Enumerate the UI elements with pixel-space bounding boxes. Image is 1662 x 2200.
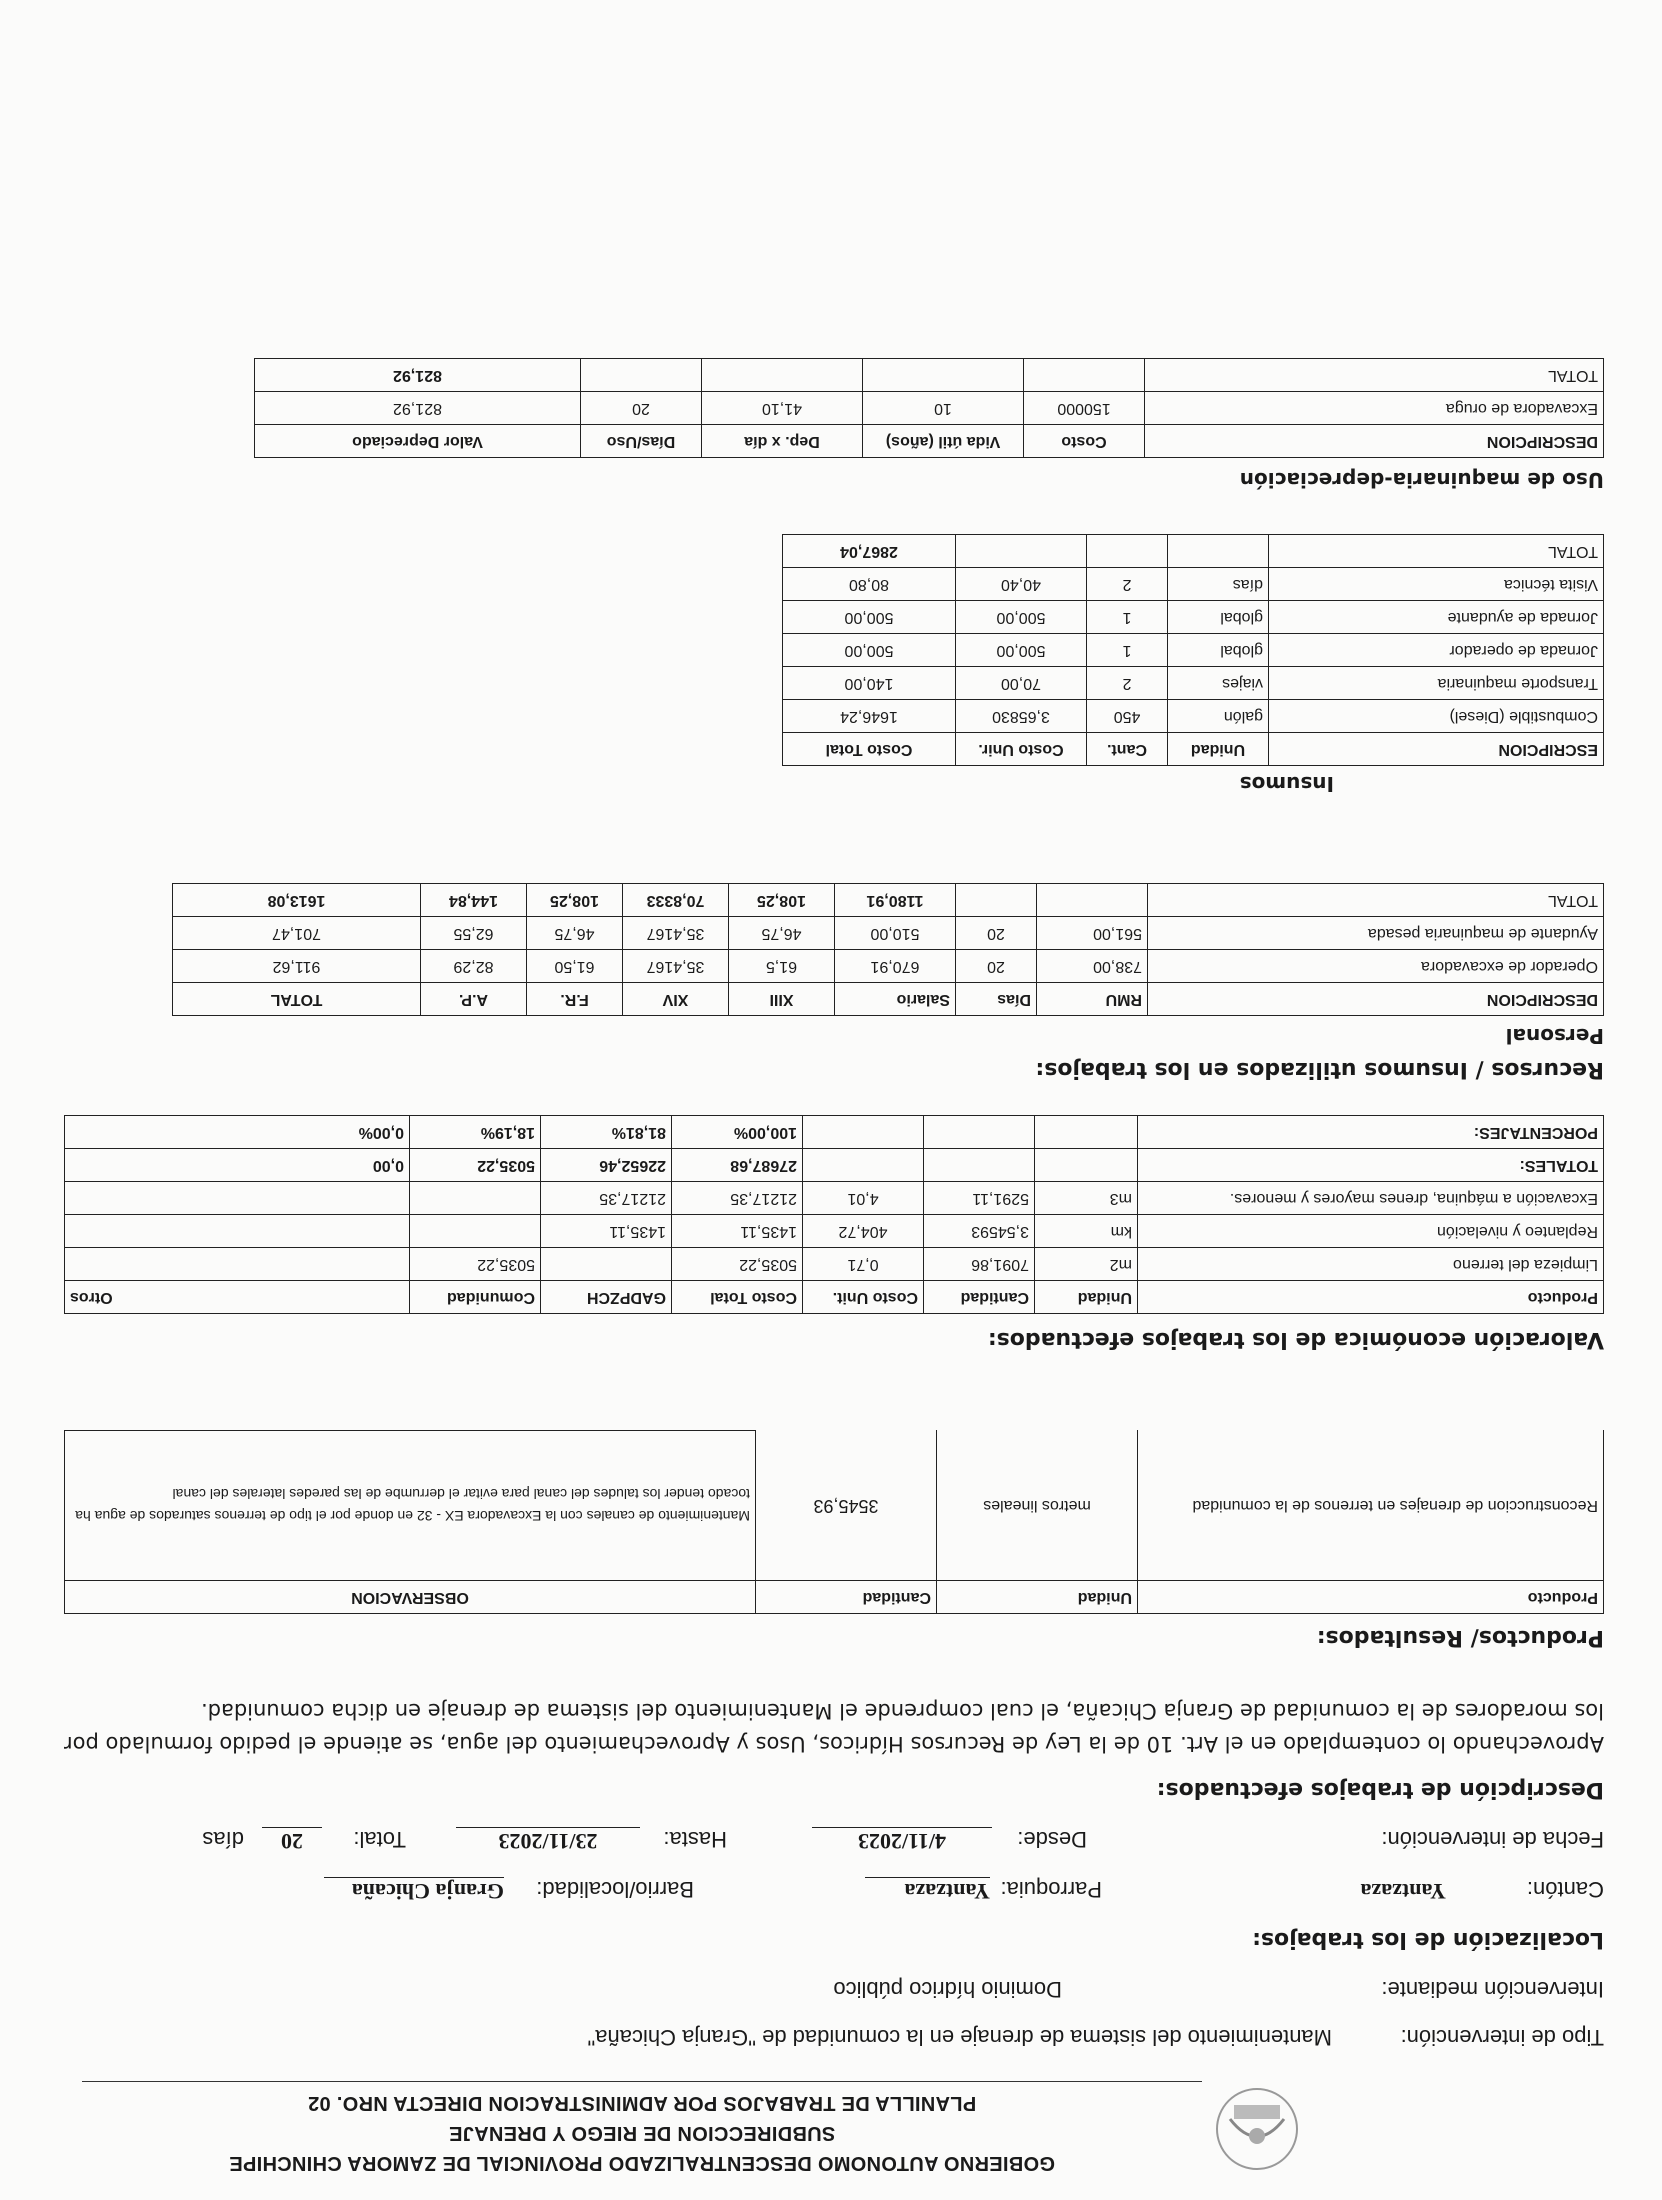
- barrio-label: Barrio/localidad:: [536, 1877, 694, 1902]
- insumos-header: Costo Total: [783, 733, 956, 766]
- personnel-cell: 70,8333: [623, 884, 729, 917]
- valuation-cell: 5035,22: [672, 1248, 803, 1281]
- personnel-cell: 561,00: [1037, 917, 1148, 950]
- valuation-pct-label: PORCENTAJES:: [1138, 1116, 1604, 1149]
- machinery-total-label: TOTAL: [1145, 359, 1604, 392]
- personnel-cell: [956, 884, 1037, 917]
- insumos-cell: 500,00: [783, 601, 956, 634]
- insumos-cell: 40,40: [956, 568, 1087, 601]
- valuation-header-gadpzch: GADPZCH: [541, 1281, 672, 1314]
- insumos-cell: 2: [1087, 568, 1168, 601]
- insumos-cell: 2867,04: [783, 535, 956, 568]
- insumos-cell: 1: [1087, 601, 1168, 634]
- machinery-cell: Excavadora de oruga: [1145, 392, 1604, 425]
- header-line1: GOBIERNO AUTONOMO DESCENTRALIZADO PROVINCIAL DE ZAMORA CHINCHIPE: [229, 2152, 1055, 2174]
- dates-total-value: 20: [262, 1827, 322, 1854]
- valuation-cell: 0,00%: [65, 1116, 410, 1149]
- valuation-cell: 404,72: [803, 1215, 924, 1248]
- personnel-cell: 911,62: [173, 950, 421, 983]
- dates-from-value: 4/11/2023: [812, 1827, 992, 1854]
- valuation-cell: 0,00: [65, 1149, 410, 1182]
- insumos-cell: [1087, 535, 1168, 568]
- personnel-cell: 108,25: [729, 884, 835, 917]
- table-row: [65, 1248, 1604, 1281]
- personnel-header: DESCRIPCION: [1148, 983, 1604, 1016]
- machinery-header: Valor Depreciado: [255, 425, 581, 458]
- personnel-cell: 35,4167: [623, 917, 729, 950]
- valuation-cell: 21217,35: [541, 1182, 672, 1215]
- valuation-cell: 4,01: [803, 1182, 924, 1215]
- products-header-obs: OBSERVACION: [65, 1581, 756, 1614]
- machinery-cell: [863, 359, 1024, 392]
- personnel-cell: 20: [956, 917, 1037, 950]
- insumos-cell: 500,00: [783, 634, 956, 667]
- personnel-cell: 46,75: [729, 917, 835, 950]
- insumos-cell: 3,65830: [956, 700, 1087, 733]
- insumos-cell: 80,80: [783, 568, 956, 601]
- insumos-cell: Visita técnica: [1269, 568, 1604, 601]
- personnel-cell: 62,55: [421, 917, 527, 950]
- machinery-table: [254, 358, 1604, 458]
- insumos-cell: Jornada de ayudante: [1269, 601, 1604, 634]
- table-row: [65, 1149, 1604, 1182]
- personnel-cell: [1037, 884, 1148, 917]
- machinery-title: Uso de maquinaria-depreciación: [1239, 468, 1604, 492]
- header-line3: PLANILLA DE TRABAJOS POR ADMINISTRACION DIRECTA NRO. 02: [307, 2092, 977, 2114]
- insumos-header: Cant.: [1087, 733, 1168, 766]
- insumos-table: [782, 534, 1604, 766]
- insumos-cell: Combustible (Diesel): [1269, 700, 1604, 733]
- valuation-cell: 3,54593: [924, 1215, 1035, 1248]
- personnel-cell: 738,00: [1037, 950, 1148, 983]
- table-row: [65, 1116, 1604, 1149]
- description-text: Aprovechando lo contemplado en el Art. 10 de la Ley de Recursos Hídricos, Usos y Aprovechamiento del agua, se atiende el pedido formulado por los moradores de la comunidad de Granja Chicaña, el cual comprende el Mantenimiento del sistema de drenaje en dicha comunidad.: [64, 1699, 1604, 1756]
- parroquia-value: Yantzaza: [865, 1877, 990, 1904]
- intervention-by-value: Dominio hídrico público: [833, 1977, 1062, 2002]
- valuation-cell: [803, 1149, 924, 1182]
- machinery-cell: [702, 359, 863, 392]
- insumos-cell: [956, 535, 1087, 568]
- description-title: Descripción de trabajos efectuados:: [1156, 1777, 1604, 1802]
- table-row: [255, 359, 1604, 392]
- personnel-cell: Operador de excavadora: [1148, 950, 1604, 983]
- valuation-cell: 81,81%: [541, 1116, 672, 1149]
- insumos-cell: días: [1168, 568, 1269, 601]
- valuation-header-unit: Unidad: [1035, 1281, 1138, 1314]
- insumos-cell: Transporte maquinaria: [1269, 667, 1604, 700]
- personnel-total-label: TOTAL: [1148, 884, 1604, 917]
- dates-total-unit: días: [202, 1827, 244, 1852]
- valuation-header-community: Comunidad: [410, 1281, 541, 1314]
- insumos-cell: 1: [1087, 634, 1168, 667]
- valuation-cell: 21217,35: [672, 1182, 803, 1215]
- insumos-cell: 140,00: [783, 667, 956, 700]
- dates-total-label: Total:: [353, 1827, 406, 1852]
- personnel-cell: 670,91: [835, 950, 956, 983]
- personnel-header: A.P.: [421, 983, 527, 1016]
- canton-label: Cantón:: [1526, 1877, 1604, 1902]
- intervention-type-value: Mantenimiento del sistema de drenaje en la comunidad de "Granja Chicaña": [587, 2025, 1332, 2050]
- insumos-cell: global: [1168, 601, 1269, 634]
- insumos-cell: 2: [1087, 667, 1168, 700]
- insumos-cell: global: [1168, 634, 1269, 667]
- valuation-cell: Excavación a máquina, drenes mayores y menores.: [1138, 1182, 1604, 1215]
- machinery-header: Costo: [1024, 425, 1145, 458]
- personnel-cell: Ayudante de maquinaria pesada: [1148, 917, 1604, 950]
- personnel-header: XIII: [729, 983, 835, 1016]
- valuation-cell: [541, 1248, 672, 1281]
- personnel-header: XIV: [623, 983, 729, 1016]
- dates-to-label: Hasta:: [663, 1827, 727, 1852]
- machinery-header: Días/Uso: [581, 425, 702, 458]
- insumos-header: Unidad: [1168, 733, 1269, 766]
- personnel-title: Personal: [1505, 1024, 1604, 1048]
- valuation-cell: [1035, 1116, 1138, 1149]
- insumos-cell: [1168, 535, 1269, 568]
- valuation-header-total-cost: Costo Total: [672, 1281, 803, 1314]
- valuation-cell: 22652,46: [541, 1149, 672, 1182]
- personnel-header: F.R.: [527, 983, 623, 1016]
- resources-title: Recursos / Insumos utilizados en los trabajos:: [1035, 1057, 1604, 1082]
- valuation-cell: [924, 1116, 1035, 1149]
- table-row: [255, 392, 1604, 425]
- personnel-cell: 61,50: [527, 950, 623, 983]
- insumos-cell: 1646,24: [783, 700, 956, 733]
- table-row: [783, 700, 1604, 733]
- insumos-cell: 500,00: [956, 601, 1087, 634]
- insumos-header: ESCRIPCION: [1269, 733, 1604, 766]
- machinery-cell: 150000: [1024, 392, 1145, 425]
- products-header-product: Producto: [1138, 1581, 1604, 1614]
- valuation-cell: 18,19%: [410, 1116, 541, 1149]
- valuation-cell: Limpieza del terreno: [1138, 1248, 1604, 1281]
- header-line2: SUBDIRECCION DE RIEGO Y DRENAJE: [448, 2122, 836, 2144]
- insumos-title: Insumos: [1239, 772, 1334, 796]
- machinery-header: Vida útil (años): [863, 425, 1024, 458]
- table-row: [65, 1215, 1604, 1248]
- insumos-total-label: TOTAL: [1269, 535, 1604, 568]
- machinery-cell: 821,92: [255, 392, 581, 425]
- personnel-header: RMU: [1037, 983, 1148, 1016]
- valuation-cell: [410, 1215, 541, 1248]
- products-cell-unit: metros lineales: [937, 1431, 1138, 1581]
- personnel-header: Días: [956, 983, 1037, 1016]
- insumos-header: Costo Unir.: [956, 733, 1087, 766]
- valuation-cell: [803, 1116, 924, 1149]
- personnel-cell: 20: [956, 950, 1037, 983]
- valuation-table: [64, 1115, 1604, 1314]
- valuation-cell: [65, 1215, 410, 1248]
- personnel-header: Salario: [835, 983, 956, 1016]
- intervention-by-label: Intervención mediante:: [1381, 1977, 1604, 2002]
- valuation-cell: 5035,22: [410, 1248, 541, 1281]
- valuation-cell: [1035, 1149, 1138, 1182]
- table-row: [783, 568, 1604, 601]
- insumos-cell: 450: [1087, 700, 1168, 733]
- intervention-type-label: Tipo de intervención:: [1400, 2025, 1604, 2050]
- table-row: [783, 535, 1604, 568]
- table-row: [173, 950, 1604, 983]
- products-cell-product: Reconstruccion de drenajes en terrenos de la comunidad: [1138, 1431, 1604, 1581]
- personnel-cell: 1180,91: [835, 884, 956, 917]
- canton-value: Yantzaza: [1360, 1879, 1446, 1904]
- personnel-cell: 35,4167: [623, 950, 729, 983]
- personnel-cell: 82,29: [421, 950, 527, 983]
- valuation-header-unit-cost: Costo Unit.: [803, 1281, 924, 1314]
- insumos-cell: 70,00: [956, 667, 1087, 700]
- personnel-cell: 144,84: [421, 884, 527, 917]
- table-row: [783, 667, 1604, 700]
- personnel-cell: 510,00: [835, 917, 956, 950]
- valuation-header-product: Producto: [1138, 1281, 1604, 1314]
- personnel-cell: 701,47: [173, 917, 421, 950]
- products-header-qty: Cantidad: [756, 1581, 937, 1614]
- products-table: [64, 1430, 1604, 1614]
- products-cell-obs: Mantenimiento de canales con la Excavadora EX - 32 en donde por el tipo de terrenos saturados de agua ha tocado tender los taludes del canal para evitar el derrumbe de las paredes laterales del canal: [65, 1431, 756, 1581]
- dates-label: Fecha de intervención:: [1381, 1827, 1604, 1852]
- valuation-cell: 7091,86: [924, 1248, 1035, 1281]
- machinery-cell: 10: [863, 392, 1024, 425]
- insumos-cell: 500,00: [956, 634, 1087, 667]
- machinery-cell: [1024, 359, 1145, 392]
- valuation-cell: 1435,11: [541, 1215, 672, 1248]
- dates-from-label: Desde:: [1017, 1827, 1087, 1852]
- table-row: [783, 601, 1604, 634]
- valuation-cell: 100,00%: [672, 1116, 803, 1149]
- products-title: Productos/ Resultados:: [1316, 1625, 1604, 1650]
- personnel-header: TOTAL: [173, 983, 421, 1016]
- header-divider: [82, 2081, 1202, 2082]
- valuation-cell: Replanteo y nivelación: [1138, 1215, 1604, 1248]
- valuation-cell: km: [1035, 1215, 1138, 1248]
- valuation-totals-label: TOTALES:: [1138, 1149, 1604, 1182]
- products-cell-qty: 3545,93: [756, 1431, 937, 1581]
- insumos-cell: viajes: [1168, 667, 1269, 700]
- valuation-header-qty: Cantidad: [924, 1281, 1035, 1314]
- valuation-cell: [65, 1248, 410, 1281]
- valuation-cell: m3: [1035, 1182, 1138, 1215]
- personnel-table: [172, 883, 1604, 1016]
- valuation-header-others: Otros: [65, 1281, 410, 1314]
- table-row: [65, 1182, 1604, 1215]
- valuation-cell: 1435,11: [672, 1215, 803, 1248]
- personnel-cell: 46,75: [527, 917, 623, 950]
- machinery-header: DESCRIPCION: [1145, 425, 1604, 458]
- valuation-cell: [924, 1149, 1035, 1182]
- products-header-unit: Unidad: [937, 1581, 1138, 1614]
- valuation-cell: 5035,22: [410, 1149, 541, 1182]
- valuation-cell: 0,71: [803, 1248, 924, 1281]
- machinery-cell: 41,10: [702, 392, 863, 425]
- machinery-header: Dep. x día: [702, 425, 863, 458]
- location-title: Localización de los trabajos:: [1252, 1927, 1604, 1952]
- parroquia-label: Parroquia:: [1000, 1877, 1102, 1902]
- insumos-cell: Jornada de operador: [1269, 634, 1604, 667]
- valuation-cell: 5291,11: [924, 1182, 1035, 1215]
- machinery-cell: 20: [581, 392, 702, 425]
- valuation-cell: [410, 1182, 541, 1215]
- personnel-cell: 1613,08: [173, 884, 421, 917]
- table-row: [783, 634, 1604, 667]
- valuation-cell: [65, 1182, 410, 1215]
- personnel-cell: 61,5: [729, 950, 835, 983]
- barrio-value: Granja Chicaña: [324, 1877, 504, 1904]
- dates-to-value: 23/11/2023: [456, 1827, 640, 1854]
- table-row: [173, 884, 1604, 917]
- table-row: [173, 917, 1604, 950]
- personnel-cell: 108,25: [527, 884, 623, 917]
- machinery-cell: 821,92: [255, 359, 581, 392]
- valuation-cell: 27687,68: [672, 1149, 803, 1182]
- machinery-cell: [581, 359, 702, 392]
- insumos-cell: galón: [1168, 700, 1269, 733]
- valuation-title: Valoración económica de los trabajos efectuados:: [987, 1327, 1604, 1352]
- valuation-cell: m2: [1035, 1248, 1138, 1281]
